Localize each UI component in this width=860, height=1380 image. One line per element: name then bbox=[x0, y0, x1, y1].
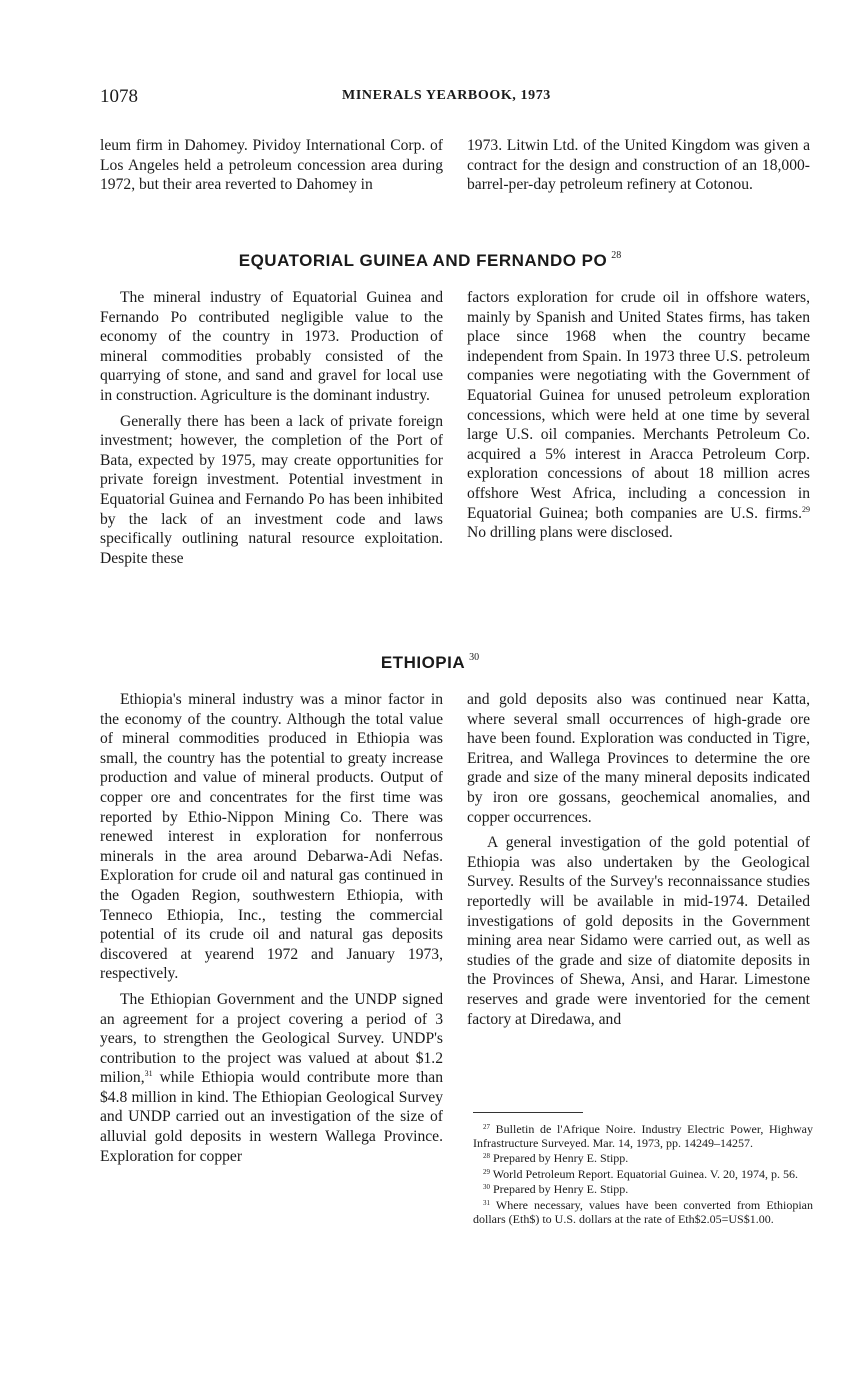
ethiopia-paragraph-1: Ethiopia's mineral industry was a minor factor in the economy of the country. Although the total value of mineral commodities produced in Ethiopia was small, the country has the potential to greaty increase production and value of mineral products. Output of copper ore and concentrates for the first time was reported by Ethio-Nippon Mining Co. There was renewed interest in exploration for nonferrous minerals in the area around Debarwa-Adi Nefas. Exploration for crude oil and natural gas continued in the Ogaden Region, southwestern Ethiopia, with Tenneco Ethiopia, Inc., testing the commercial potential of its crude oil and natural gas deposits discovered at yearend 1972 and January 1973, respectively. bbox=[100, 691, 443, 983]
dahomey-right-paragraph: 1973. Litwin Ltd. of the United Kingdom was given a contract for the design and construction of an 18,000-barrel-per-day petroleum refinery at Cotonou. bbox=[467, 137, 810, 194]
footnote: $^{31}$ Where necessary, values have been converted from Ethiopian dollars (Eth$) to U.S. dollars at the rate of Eth$2.05=US$1.00. bbox=[473, 1197, 813, 1226]
footnote: $^{28}$ Prepared by Henry E. Stipp. bbox=[483, 1151, 629, 1166]
footnote-ref-31: 31 bbox=[144, 1069, 153, 1079]
ethiopia-paragraph-2: The Ethiopian Government and the UNDP signed an agreement for a project covering a period of 3 years, to strengthen the Geological Survey. UNDP's contribution to the project was valued at about $1.2 milion,$^{31}$ while Ethiopia would contribute more than $4.8 million in kind. The Ethiopian Geological Survey and UNDP carried out an investigation of the size of alluvial gold deposits in western Wallega Province. Exploration for copper bbox=[100, 990, 443, 1165]
equatorial-guinea-paragraph-3: factors exploration for crude oil in offshore waters, mainly by Spanish and United States firms, has taken place since 1968 when the country became independent from Spain. In 1973 three U.S. petroleum companies were negotiating with the Government of Equatorial Guinea for unused petroleum exploration concessions, which were held at one time by several large U.S. oil companies. Merchants Petroleum Co. acquired a 5% interest in Aracca Petroleum Corp. exploration concessions of about 18 million acres offshore West Africa, including a concession in Equatorial Guinea; both companies are U.S. firms.$^{29}$ No drilling plans were disclosed. bbox=[467, 289, 810, 542]
equatorial-guinea-right-column bbox=[467, 288, 810, 568]
ethiopia-paragraph-3: and gold deposits also was continued near Katta, where several small occurrences of high-grade ore have been found. Exploration was conducted in Tigre, Eritrea, and Wallega Provinces to determine the ore grade and size of the many mineral deposits indicated by iron ore gossans, geochemical anomalies, and copper occurrences. bbox=[467, 691, 810, 826]
footnote: $^{29}$ World Petroleum Report. Equatorial Guinea. V. 20, 1974, p. 56. bbox=[483, 1166, 798, 1181]
equatorial-guinea-paragraph-1: The mineral industry of Equatorial Guinea and Fernando Po contributed negligible value to the economy of the country in 1973. Production of mineral commodities probably consisted of the quarrying of stone, and sand and gravel for local use in construction. Agriculture is the dominant industry. bbox=[100, 289, 443, 404]
equatorial-guinea-heading-note: 28 bbox=[611, 250, 622, 261]
footnotes bbox=[473, 1112, 813, 1226]
equatorial-guinea-section bbox=[100, 288, 810, 568]
footnote-ref-29: 29 bbox=[802, 504, 810, 514]
footnote-divider bbox=[473, 1112, 583, 1113]
dahomey-right-column bbox=[467, 136, 810, 195]
ethiopia-heading-note: 30 bbox=[469, 652, 480, 663]
ethiopia-paragraph-4: A general investigation of the gold potential of Ethiopia was also undertaken by the Geological Survey. Results of the Survey's reconnaissance studies reportedly will be available in mid-1974. Detailed investigations of gold deposits in the Government mining area near Sidamo were carried out, as well as studies of the grade and size of diatomite deposits in the Provinces of Shewa, Ansi, and Harar. Limestone reserves and grade were inventoried for the cement factory at Diredawa, and bbox=[467, 834, 810, 1028]
ethiopia-section bbox=[100, 690, 810, 1166]
ethiopia-heading bbox=[0, 652, 860, 673]
ethiopia-left-column bbox=[100, 690, 443, 1166]
running-head bbox=[100, 86, 810, 110]
running-title: MINERALS YEARBOOK, 1973 bbox=[342, 88, 551, 103]
dahomey-left-paragraph: leum firm in Dahomey. Pividoy International Corp. of Los Angeles held a petroleum concession area during 1972, but their area reverted to Dahomey in bbox=[100, 137, 443, 194]
footnote: $^{30}$ Prepared by Henry E. Stipp. bbox=[483, 1182, 629, 1197]
equatorial-guinea-left-column bbox=[100, 288, 443, 568]
dahomey-left-column bbox=[100, 136, 443, 195]
page-number: 1078 bbox=[100, 86, 138, 107]
equatorial-guinea-heading-text: EQUATORIAL GUINEA AND FERNANDO PO bbox=[238, 251, 608, 270]
footnote: $^{27}$ Bulletin de l'Afrique Noire. Industry Electric Power, Highway Infrastructure Surveyed. Mar. 14, 1973, pp. 14249–14257. bbox=[473, 1122, 813, 1150]
ethiopia-heading-text: ETHIOPIA bbox=[380, 653, 466, 672]
ethiopia-right-column bbox=[467, 690, 810, 1166]
equatorial-guinea-paragraph-2: Generally there has been a lack of private foreign investment; however, the completion of the Port of Bata, expected by 1975, may create opportunities for private foreign investment. Potential investment in Equatorial Guinea and Fernando Po has been inhibited by the lack of an investment code and laws specifically outlining natural resource exploitation. Despite these bbox=[100, 412, 443, 567]
dahomey-section bbox=[100, 136, 810, 195]
equatorial-guinea-heading bbox=[0, 250, 860, 271]
